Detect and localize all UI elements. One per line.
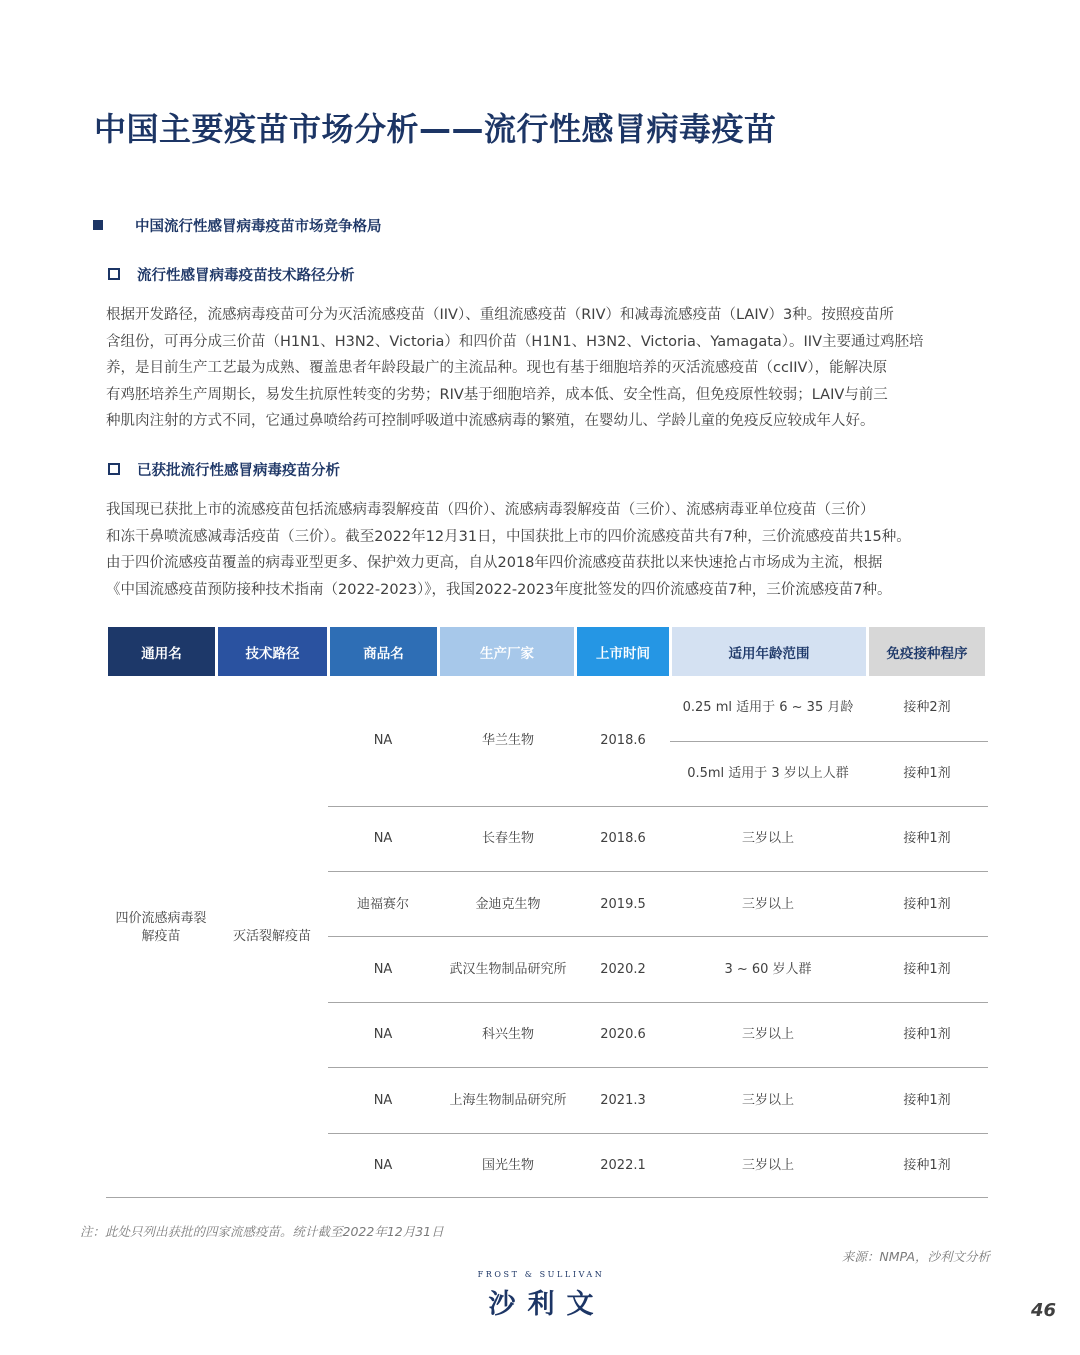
cell-age: 三岁以上 <box>741 897 795 912</box>
cell-maker: 国光生物 <box>481 1158 535 1173</box>
hollow-square-bullet-icon <box>108 463 120 475</box>
cell-maker: 长春生物 <box>481 831 535 846</box>
page-title: 中国主要疫苗市场分析——流行性感冒病毒疫苗 <box>94 110 777 148</box>
header-brand-name: 商品名 <box>330 627 437 676</box>
cell-brand: NA <box>373 1027 393 1042</box>
paragraph-approved <box>106 497 986 603</box>
paragraph-line: 由于四价流感疫苗覆盖的病毒亚型更多、保护效力更高，自从2018年四价流感疫苗获批以来快速抢占市场成为主流，根据 <box>106 555 883 571</box>
table-divider <box>670 741 988 742</box>
cell-age: 三岁以上 <box>741 831 795 846</box>
header-dose-schedule: 免疫接种程序 <box>869 627 985 676</box>
paragraph-line: 和冻干鼻喷流感减毒活疫苗（三价）。截至2022年12月31日，中国获批上市的四价流感疫苗共有7种，三价流感疫苗共15种。 <box>106 528 911 545</box>
paragraph-tech-route <box>106 302 986 435</box>
frost-sullivan-logo <box>470 1270 612 1321</box>
cell-maker: 金迪克生物 <box>475 897 541 912</box>
table-divider <box>328 1067 988 1068</box>
cell-age: 三岁以上 <box>741 1158 795 1173</box>
cell-age: 0.5ml 适用于 3 岁以上人群 <box>687 766 849 781</box>
section-heading <box>93 214 382 236</box>
cell-dose: 接种1剂 <box>903 1093 951 1108</box>
cell-date: 2018.6 <box>600 733 646 748</box>
square-bullet-icon <box>93 220 103 230</box>
logo-english: FROST & SULLIVAN <box>477 1270 605 1279</box>
cell-brand: NA <box>373 1158 393 1173</box>
cell-tech-route: 灭活裂解疫苗 <box>232 929 312 944</box>
cell-maker: 武汉生物制品研究所 <box>449 962 567 977</box>
cell-generic-name <box>115 910 206 946</box>
header-age-range: 适用年龄范围 <box>672 627 866 676</box>
cell-age: 三岁以上 <box>741 1027 795 1042</box>
cell-maker: 华兰生物 <box>481 733 535 748</box>
paragraph-line: 养，是目前生产工艺最为成熟、覆盖患者年龄段最广的主流品种。现也有基于细胞培养的灭活流感疫苗（ccIIV），能解决原 <box>106 360 888 376</box>
cell-brand: 迪福赛尔 <box>356 897 410 912</box>
cell-dose: 接种1剂 <box>903 1158 951 1173</box>
hollow-square-bullet-icon <box>108 268 120 280</box>
cell-dose: 接种1剂 <box>903 897 951 912</box>
logo-chinese: 沙利文 <box>488 1289 606 1320</box>
cell-dose: 接种1剂 <box>903 766 951 781</box>
cell-maker: 上海生物制品研究所 <box>449 1093 567 1108</box>
paragraph-line: 我国现已获批上市的流感疫苗包括流感病毒裂解疫苗（四价）、流感病毒裂解疫苗（三价）、流感病毒亚单位疫苗（三价） <box>106 502 875 518</box>
cell-date: 2019.5 <box>600 897 646 912</box>
paragraph-line: 有鸡胚培养生产周期长，易发生抗原性转变的劣势；RIV基于细胞培养，成本低、安全性高，但免疫原性较弱；LAIV与前三 <box>106 386 888 403</box>
source-note: 来源：NMPA，沙利文分析 <box>841 1249 990 1264</box>
cell-brand: NA <box>373 1093 393 1108</box>
table-divider <box>328 936 988 937</box>
cell-date: 2022.1 <box>600 1158 646 1173</box>
subheading-label: 流行性感冒病毒疫苗技术路径分析 <box>137 267 355 284</box>
page-number: 46 <box>1030 1300 1056 1321</box>
cell-dose: 接种1剂 <box>903 831 951 846</box>
paragraph-line: 根据开发路径，流感病毒疫苗可分为灭活流感疫苗（IIV）、重组流感疫苗（RIV）和减毒流感疫苗（LAIV）3种。按照疫苗所 <box>106 307 894 323</box>
paragraph-line: 种肌肉注射的方式不同，它通过鼻喷给药可控制呼吸道中流感病毒的繁殖，在婴幼儿、学龄儿童的免疫反应较成年人好。 <box>106 413 875 429</box>
table-divider <box>328 871 988 872</box>
header-manufacturer: 生产厂家 <box>440 627 574 676</box>
subheading-approved <box>108 458 340 480</box>
table-bottom-border <box>106 1197 988 1198</box>
table-divider <box>328 806 988 807</box>
cell-maker: 科兴生物 <box>481 1027 535 1042</box>
paragraph-line: 《中国流感疫苗预防接种技术指南（2022-2023）》，我国2022-2023年度批签发的四价流感疫苗7种，三价流感疫苗7种。 <box>106 581 892 598</box>
table-footnote: 注：此处只列出获批的四家流感疫苗。统计截至2022年12月31日 <box>80 1224 444 1239</box>
cell-brand: NA <box>373 831 393 846</box>
cell-dose: 接种2剂 <box>903 700 951 715</box>
subheading-tech-route <box>108 263 355 285</box>
cell-generic-name-line: 四价流感病毒裂 <box>115 911 207 926</box>
header-generic-name: 通用名 <box>108 627 215 676</box>
cell-date: 2020.2 <box>600 962 646 977</box>
table-divider <box>328 1002 988 1003</box>
cell-dose: 接种1剂 <box>903 1027 951 1042</box>
cell-brand: NA <box>373 962 393 977</box>
cell-age: 三岁以上 <box>741 1093 795 1108</box>
cell-generic-name-line: 解疫苗 <box>141 929 181 944</box>
cell-dose: 接种1剂 <box>903 962 951 977</box>
section-heading-label: 中国流行性感冒病毒疫苗市场竞争格局 <box>135 218 382 235</box>
subheading-label: 已获批流行性感冒病毒疫苗分析 <box>137 462 340 479</box>
cell-age: 3 ~ 60 岁人群 <box>724 962 812 977</box>
cell-age: 0.25 ml 适用于 6 ~ 35 月龄 <box>682 700 854 715</box>
cell-brand: NA <box>373 733 393 748</box>
header-tech-route: 技术路径 <box>218 627 327 676</box>
table-divider <box>328 1133 988 1134</box>
cell-date: 2020.6 <box>600 1027 646 1042</box>
cell-date: 2018.6 <box>600 831 646 846</box>
paragraph-line: 含组份，可再分成三价苗（H1N1、H3N2、Victoria）和四价苗（H1N1、H3N2、Victoria、Yamagata）。IIV主要通过鸡胚培 <box>106 333 924 350</box>
cell-date: 2021.3 <box>600 1093 646 1108</box>
header-launch-date: 上市时间 <box>577 627 669 676</box>
